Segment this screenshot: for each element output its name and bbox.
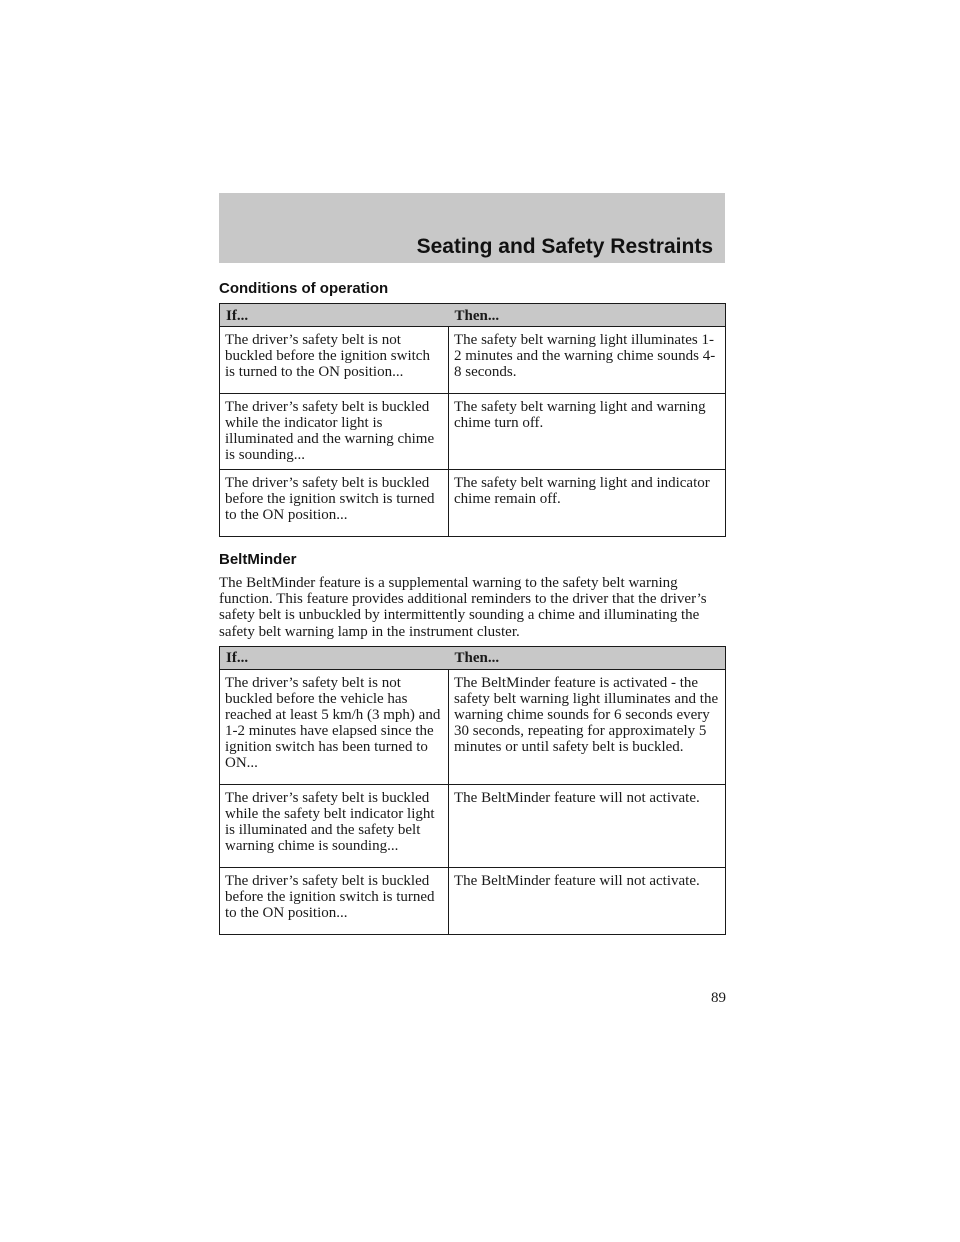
beltminder-heading: BeltMinder [219, 551, 297, 568]
conditions-heading: Conditions of operation [219, 280, 389, 297]
condition-cell: The driver’s safety belt is buckled before the ignition switch is turned to the ON position... [220, 470, 449, 537]
table-header-row [220, 304, 726, 327]
condition-cell: The driver’s safety belt is not buckled before the vehicle has reached at least 5 km/h (3 mph) and 1-2 minutes have elapsed since the ignition switch has been turned to ON... [220, 669, 449, 784]
page-number: 89 [711, 990, 726, 1006]
result-cell: The BeltMinder feature will not activate. [449, 867, 726, 934]
table-row [220, 784, 726, 867]
result-cell: The BeltMinder feature will not activate. [449, 784, 726, 867]
table-row [220, 470, 726, 537]
condition-cell: The driver’s safety belt is buckled while the indicator light is illuminated and the warning chime is sounding... [220, 394, 449, 470]
table-row [220, 394, 726, 470]
column-header-then: Then... [449, 646, 726, 669]
beltminder-table [219, 646, 726, 935]
beltminder-description: The BeltMinder feature is a supplemental warning to the safety belt warning function. This feature provides additional reminders to the driver that the driver’s safety belt is unbuckled by intermittently sounding a chime and illuminating the safety belt warning lamp in the instrument cluster. [219, 575, 707, 640]
condition-cell: The driver’s safety belt is buckled while the safety belt indicator light is illuminated and the safety belt warning chime is sounding... [220, 784, 449, 867]
result-cell: The safety belt warning light and indicator chime remain off. [449, 470, 726, 537]
table-row [220, 867, 726, 934]
conditions-table [219, 303, 726, 537]
condition-cell: The driver’s safety belt is buckled before the ignition switch is turned to the ON position... [220, 867, 449, 934]
table-header-row [220, 646, 726, 669]
result-cell: The safety belt warning light and warning chime turn off. [449, 394, 726, 470]
result-cell: The safety belt warning light illuminates 1-2 minutes and the warning chime sounds 4-8 seconds. [449, 327, 726, 394]
column-header-if: If... [220, 304, 449, 327]
column-header-if: If... [220, 646, 449, 669]
condition-cell: The driver’s safety belt is not buckled before the ignition switch is turned to the ON position... [220, 327, 449, 394]
result-cell: The BeltMinder feature is activated - the safety belt warning light illuminates and the warning chime sounds for 6 seconds every 30 seconds, repeating for approximately 5 minutes or until safety belt is buckled. [449, 669, 726, 784]
section-title: Seating and Safety Restraints [416, 235, 713, 258]
page-content [219, 278, 725, 935]
table-row [220, 327, 726, 394]
section-header-band [219, 193, 725, 263]
table-row [220, 669, 726, 784]
column-header-then: Then... [449, 304, 726, 327]
